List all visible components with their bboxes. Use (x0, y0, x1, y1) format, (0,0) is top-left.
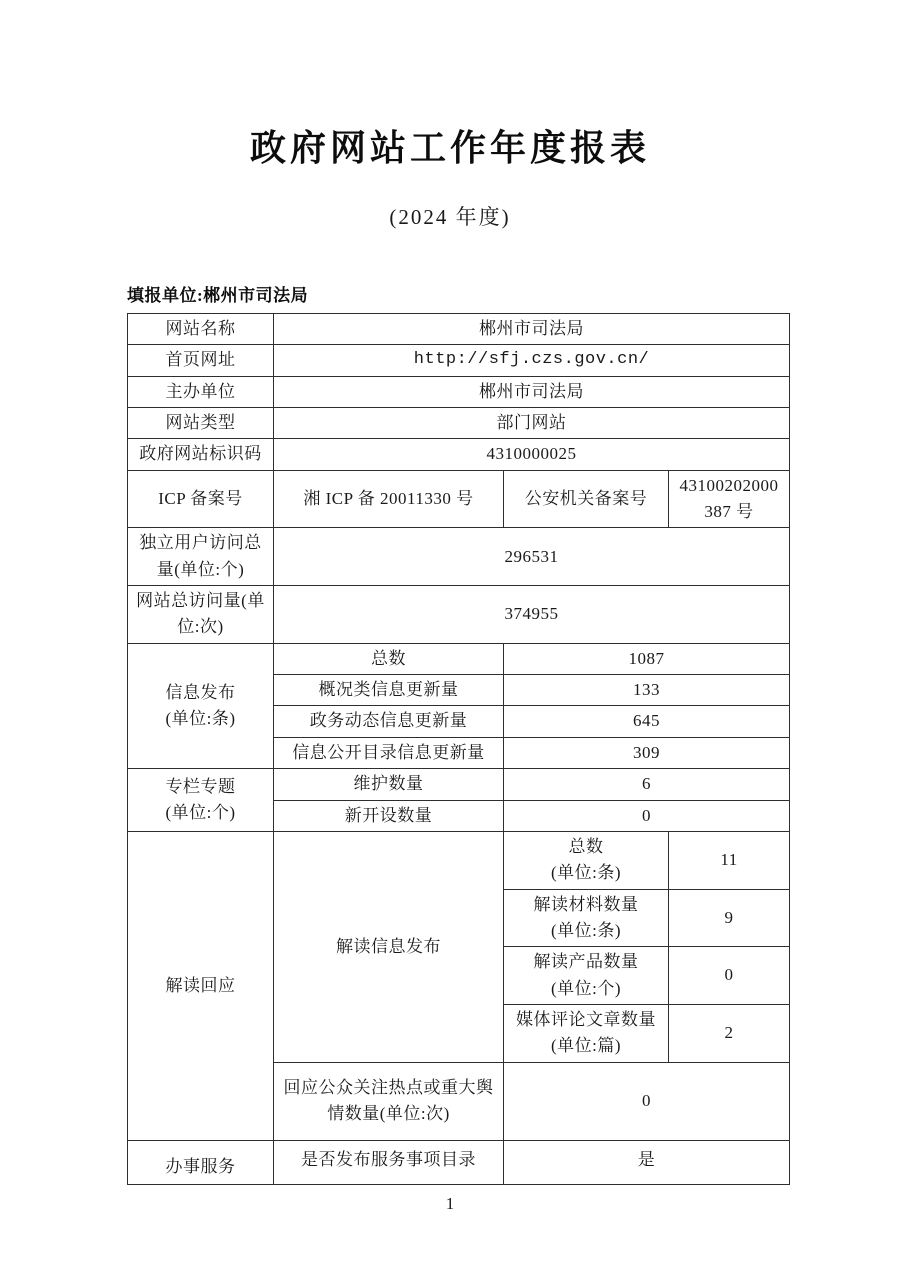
table-row (128, 1140, 790, 1184)
hotspot-response-value: 0 (504, 1062, 790, 1140)
interpretation-row-unit: (单位:条) (550, 863, 622, 883)
interpretation-row-value: 0 (669, 947, 790, 1005)
site-name-label: 网站名称 (128, 314, 274, 345)
interpretation-row-name (504, 947, 669, 1005)
table-row (128, 470, 790, 528)
interpretation-row-title: 解读材料数量 (533, 894, 639, 914)
site-type-value: 部门网站 (274, 408, 790, 439)
table-row (128, 314, 790, 345)
special-topics-row-value: 0 (504, 800, 790, 831)
table-row (128, 439, 790, 470)
table-row (128, 586, 790, 644)
info-release-row-value: 133 (504, 675, 790, 706)
interpretation-row-title: 媒体评论文章数量 (516, 1009, 656, 1029)
special-topics-row-value: 6 (504, 769, 790, 800)
organizer-value: 郴州市司法局 (274, 376, 790, 407)
table-row (128, 408, 790, 439)
table-row (128, 831, 790, 889)
info-release-row-value: 1087 (504, 643, 790, 674)
special-topics-section-label (128, 769, 274, 832)
info-release-row-name: 信息公开目录信息更新量 (274, 737, 504, 768)
unique-visitors-label: 独立用户访问总量(单位:个) (128, 528, 274, 586)
report-year-subtitle: (2024 年度) (389, 205, 511, 229)
table-row (128, 528, 790, 586)
special-topics-row-name: 新开设数量 (274, 800, 504, 831)
special-topics-row-name: 维护数量 (274, 769, 504, 800)
icp-filing-value: 湘 ICP 备 20011330 号 (274, 470, 504, 528)
info-release-row-name: 概况类信息更新量 (274, 675, 504, 706)
interpretation-row-name (504, 1004, 669, 1062)
page-number: 1 (445, 1194, 455, 1213)
home-url-label: 首页网址 (128, 345, 274, 376)
interpretation-row-value: 9 (669, 889, 790, 947)
info-release-row-name: 总数 (274, 643, 504, 674)
info-release-unit: (单位:条) (165, 708, 236, 728)
annual-report-table (127, 313, 790, 1185)
total-visits-label: 网站总访问量(单位:次) (128, 586, 274, 644)
site-type-label: 网站类型 (128, 408, 274, 439)
organizer-label: 主办单位 (128, 376, 274, 407)
interpretation-row-unit: (单位:条) (550, 920, 622, 940)
service-catalog-value: 是 (504, 1140, 790, 1184)
total-visits-value: 374955 (274, 586, 790, 644)
interpretation-row-name (504, 831, 669, 889)
info-release-section-label (128, 643, 274, 768)
hotspot-response-label: 回应公众关注热点或重大舆情数量(单位:次) (274, 1062, 504, 1140)
info-release-row-name: 政务动态信息更新量 (274, 706, 504, 737)
info-release-label: 信息发布 (165, 682, 236, 702)
reporting-unit: 填报单位:郴州市司法局 (127, 286, 309, 305)
interpretation-row-title: 总数 (568, 836, 604, 856)
interpretation-section-label: 解读回应 (128, 831, 274, 1140)
site-code-label: 政府网站标识码 (128, 439, 274, 470)
page-title: 政府网站工作年度报表 (249, 127, 650, 168)
table-row (128, 345, 790, 376)
home-url-value: http://sfj.czs.gov.cn/ (274, 345, 790, 376)
interpretation-row-unit: (单位:个) (550, 978, 622, 998)
table-row (128, 643, 790, 674)
unique-visitors-value: 296531 (274, 528, 790, 586)
interpretation-row-title: 解读产品数量 (533, 952, 639, 972)
special-topics-label: 专栏专题 (165, 776, 236, 796)
interpretation-row-unit: (单位:篇) (550, 1036, 622, 1056)
service-catalog-label: 是否发布服务事项目录 (274, 1140, 504, 1184)
interpretation-row-value: 2 (669, 1004, 790, 1062)
interpretation-row-name (504, 889, 669, 947)
services-section-label: 办事服务 (128, 1140, 274, 1184)
police-filing-value: 43100202000387 号 (669, 470, 790, 528)
icp-filing-label: ICP 备案号 (128, 470, 274, 528)
site-code-value: 4310000025 (274, 439, 790, 470)
interpretation-release-label: 解读信息发布 (274, 831, 504, 1062)
police-filing-label: 公安机关备案号 (504, 470, 669, 528)
table-row (128, 769, 790, 800)
site-name-value: 郴州市司法局 (274, 314, 790, 345)
special-topics-unit: (单位:个) (165, 803, 236, 822)
info-release-row-value: 309 (504, 737, 790, 768)
table-row (128, 376, 790, 407)
interpretation-row-value: 11 (669, 831, 790, 889)
info-release-row-value: 645 (504, 706, 790, 737)
